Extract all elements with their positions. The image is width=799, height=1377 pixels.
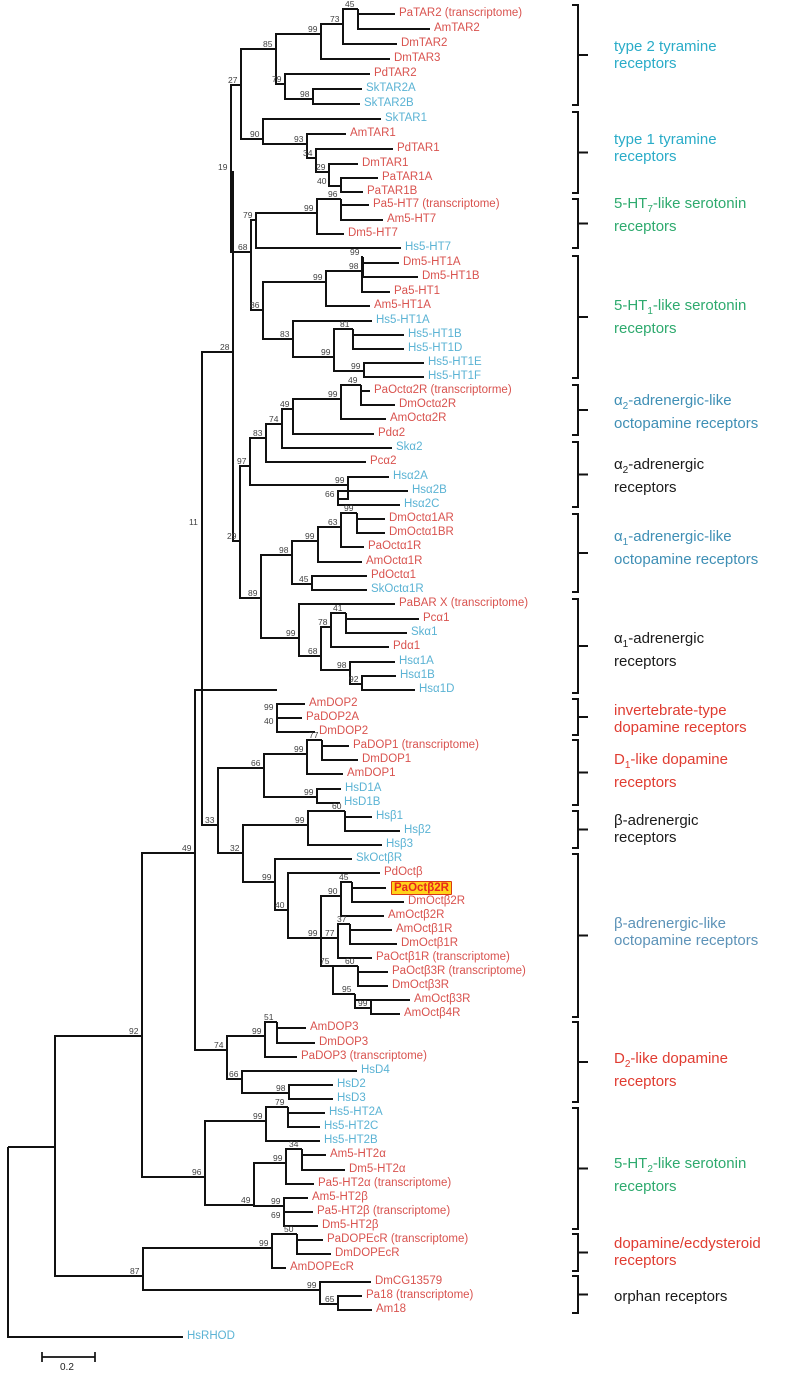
group-label-line: receptors [614, 320, 677, 337]
group-bracket-alpha1-oct [572, 514, 588, 592]
bootstrap-value: 49 [241, 1195, 251, 1205]
scale-bar [42, 1352, 95, 1362]
bootstrap-value: 98 [279, 545, 289, 555]
group-bracket-invert-dopamine [572, 699, 588, 735]
bootstrap-value: 99 [304, 787, 314, 797]
leaf-label-Dm5HT1A: Dm5-HT1A [403, 256, 461, 268]
leaf-label-PaOcta1R: PaOctα1R [368, 540, 422, 552]
leaf-label-DmDOP2: DmDOP2 [319, 725, 369, 737]
leaf-label-DmDOP1: DmDOP1 [362, 753, 412, 765]
leaf-label-PdOctb: PdOctβ [384, 866, 423, 878]
group-label-line: $D_1$-like dopamine [614, 751, 728, 771]
group-label-beta-adren [614, 812, 699, 846]
leaf-label-HsRHOD: HsRHOD [187, 1330, 235, 1342]
leaf-label-DmDOPEcR: DmDOPEcR [335, 1247, 400, 1259]
group-label-type1-tyramine [614, 131, 717, 165]
group-label-line: β-adrenergic [614, 812, 699, 829]
group-label-line: receptors [614, 479, 677, 496]
group-label-line: $D_2$-like dopamine [614, 1050, 728, 1070]
group-label-line: octopamine receptors [614, 415, 759, 432]
leaf-label-Pa5HT2b: Pa5-HT2β (transcriptome) [317, 1205, 451, 1217]
bootstrap-value: 66 [251, 758, 261, 768]
leaf-label-DmCG13579: DmCG13579 [375, 1275, 443, 1287]
bootstrap-value: 45 [339, 872, 349, 882]
bootstrap-value: 68 [238, 242, 248, 252]
leaf-label-DmOcta1AR: DmOctα1AR [389, 512, 454, 524]
leaf-label-Hsa1D: Hsα1D [419, 683, 455, 695]
leaf-label-Hsa2A: Hsα2A [393, 470, 428, 482]
leaf-label-Hs5HT1B: Hs5-HT1B [408, 328, 462, 340]
group-label-line: receptors [614, 1178, 677, 1195]
bootstrap-value: 40 [275, 900, 285, 910]
group-label-beta-oct [614, 915, 758, 949]
leaf-label-Am5HT7: Am5-HT7 [387, 213, 437, 225]
bootstrap-value: 66 [229, 1069, 239, 1079]
leaf-label-Pa5HT2a: Pa5-HT2α (transcriptome) [318, 1177, 452, 1189]
bootstrap-value: 85 [263, 39, 273, 49]
group-label-d1-dopamine [614, 751, 728, 791]
group-label-line: $\alpha_1-adrenergic$-like [614, 528, 732, 548]
leaf-label-Pda2: Pdα2 [378, 427, 406, 439]
group-label-type2-tyramine [614, 38, 717, 72]
bootstrap-value: 79 [243, 210, 253, 220]
bootstrap-value: 89 [248, 588, 258, 598]
bootstrap-value: 99 [294, 744, 304, 754]
leaf-label-Pca1: Pcα1 [423, 612, 450, 624]
bootstrap-value: 60 [345, 956, 355, 966]
leaf-label-PdTAR1: PdTAR1 [397, 142, 440, 154]
bootstrap-value: 99 [328, 389, 338, 399]
leaf-label-AmDOP1: AmDOP1 [347, 767, 396, 779]
group-bracket-5ht1-serotonin [572, 256, 588, 378]
leaf-label-PaDOPEcR: PaDOPEcR (transcriptome) [327, 1233, 469, 1245]
leaf-label-Dm5HT2b: Dm5-HT2β [322, 1219, 379, 1231]
bootstrap-value: 99 [344, 503, 354, 513]
leaf-label-DmOctb2R: DmOctβ2R [408, 895, 466, 907]
leaf-label-Ska1: Skα1 [411, 626, 438, 638]
bootstrap-value: 99 [358, 998, 368, 1008]
bootstrap-value: 92 [129, 1026, 139, 1036]
bootstrap-value: 40 [317, 176, 327, 186]
leaf-label-PaBARX: PaBAR X (transcriptome) [399, 597, 529, 609]
bootstrap-value: 98 [349, 261, 359, 271]
bootstrap-value: 74 [269, 414, 279, 424]
group-label-line: receptors [614, 774, 677, 791]
leaf-label-Pda1: Pdα1 [393, 640, 421, 652]
group-bracket-alpha1-adren [572, 599, 588, 693]
leaf-label-Hs5HT2A: Hs5-HT2A [329, 1106, 383, 1118]
bootstrap-value: 96 [328, 189, 338, 199]
leaf-label-Hsb2: Hsβ2 [404, 824, 432, 836]
bootstrap-value: 98 [276, 1083, 286, 1093]
leaf-label-Hs5HT1A: Hs5-HT1A [376, 314, 430, 326]
group-label-line: type 2 tyramine [614, 38, 717, 55]
bootstrap-value: 45 [299, 574, 309, 584]
leaf-label-PaDOP1: PaDOP1 (transcriptome) [353, 739, 479, 751]
group-label-line: receptors [614, 1073, 677, 1090]
leaf-label-DmTAR2: DmTAR2 [401, 37, 448, 49]
group-bracket-beta-oct [572, 854, 588, 1017]
bootstrap-value: 99 [253, 1111, 263, 1121]
group-bracket-alpha2-oct [572, 385, 588, 435]
group-label-line: β-adrenergic-like [614, 915, 727, 932]
bootstrap-value: 99 [308, 928, 318, 938]
group-label-line: receptors [614, 653, 677, 670]
leaf-label-Pa5HT7: Pa5-HT7 (transcriptome) [373, 198, 500, 210]
leaf-label-HsD2: HsD2 [337, 1078, 366, 1090]
leaf-label-HsD1B: HsD1B [344, 796, 381, 808]
leaf-label-Hs5HT2C: Hs5-HT2C [324, 1120, 379, 1132]
group-label-line: $\alpha_2-adrenergic$-like [614, 392, 732, 412]
bootstrap-value: 99 [271, 1196, 281, 1206]
leaf-label-PaOctb3R: PaOctβ3R (transcriptome) [392, 965, 526, 977]
group-label-line: octopamine receptors [614, 932, 759, 949]
bootstrap-value: 99 [351, 361, 361, 371]
leaf-label-AmOctb1R: AmOctβ1R [396, 923, 453, 935]
bootstrap-value: 65 [325, 1294, 335, 1304]
leaf-label-PaOctb2R: PaOctβ2R [391, 881, 452, 895]
leaf-label-Hsa2C: Hsα2C [404, 498, 440, 510]
leaf-label-AmDOP2: AmDOP2 [309, 697, 358, 709]
bootstrap-value: 79 [272, 74, 282, 84]
bootstrap-value: 69 [271, 1210, 281, 1220]
group-label-line: receptors [614, 829, 677, 846]
leaf-label-PaDOP3: PaDOP3 (transcriptome) [301, 1050, 427, 1062]
bootstrap-value: 99 [313, 272, 323, 282]
group-label-d2-dopamine [614, 1050, 728, 1090]
group-bracket-alpha2-adren [572, 442, 588, 507]
group-label-line: invertebrate-type [614, 702, 727, 719]
leaf-label-Hsa1A: Hsα1A [399, 655, 434, 667]
leaf-label-DmDOP3: DmDOP3 [319, 1036, 369, 1048]
bootstrap-value: 99 [321, 347, 331, 357]
leaf-label-AmTAR2: AmTAR2 [434, 22, 480, 34]
bootstrap-value: 99 [307, 1280, 317, 1290]
bootstrap-value: 90 [328, 886, 338, 896]
group-label-line: dopamine/ecdysteroid [614, 1235, 761, 1252]
bootstrap-value: 99 [304, 203, 314, 213]
leaf-label-AmOctb2R: AmOctβ2R [388, 909, 445, 921]
bootstrap-value: 11 [189, 517, 198, 527]
group-bracket-orphan [572, 1276, 588, 1313]
bootstrap-value: 49 [182, 843, 192, 853]
bootstrap-value: 99 [295, 815, 305, 825]
leaf-label-AmTAR1: AmTAR1 [350, 127, 396, 139]
bootstrap-value: 96 [192, 1167, 202, 1177]
group-label-line: octopamine receptors [614, 551, 759, 568]
bootstrap-value: 37 [337, 914, 347, 924]
group-bracket-type2-tyramine [572, 5, 588, 105]
group-label-line: $5-HT_7$-like serotonin [614, 195, 747, 215]
leaf-label-AmOctb4R: AmOctβ4R [404, 1007, 461, 1019]
group-label-line: $\alpha_1$-adrenergic [614, 630, 705, 650]
leaf-label-AmOcta2R: AmOctα2R [390, 412, 447, 424]
bootstrap-value: 95 [342, 984, 352, 994]
leaf-label-DmTAR1: DmTAR1 [362, 157, 409, 169]
group-label-line: orphan receptors [614, 1288, 728, 1305]
group-label-line: $5-HT_1$-like serotonin [614, 297, 747, 317]
leaf-label-AmOcta1R: AmOctα1R [366, 555, 423, 567]
group-bracket-d2-dopamine [572, 1022, 588, 1102]
group-label-line: dopamine receptors [614, 719, 747, 736]
bootstrap-value: 79 [275, 1097, 285, 1107]
group-label-alpha2-oct [614, 392, 758, 432]
leaf-label-PdOcta1: PdOctα1 [371, 569, 417, 581]
bootstrap-value: 99 [252, 1026, 262, 1036]
bootstrap-value: 49 [348, 375, 358, 385]
bootstrap-value: 92 [349, 674, 359, 684]
bootstrap-value: 99 [305, 531, 315, 541]
leaf-label-SkTAR2B: SkTAR2B [364, 97, 414, 109]
leaf-label-Dm5HT7: Dm5-HT7 [348, 227, 398, 239]
bootstrap-value: 81 [340, 319, 350, 329]
leaf-label-HsD4: HsD4 [361, 1064, 390, 1076]
bootstrap-value: 83 [253, 428, 263, 438]
leaf-label-PaOctb1R: PaOctβ1R (transcriptome) [376, 951, 510, 963]
leaf-label-PaTAR1B: PaTAR1B [367, 185, 418, 197]
bootstrap-value: 99 [264, 702, 274, 712]
bootstrap-value: 50 [284, 1224, 294, 1234]
leaf-label-Hsb3: Hsβ3 [386, 838, 414, 850]
bootstrap-value: 40 [264, 716, 274, 726]
leaf-label-AmDOPEcR: AmDOPEcR [290, 1261, 354, 1273]
leaf-label-Hs5HT1D: Hs5-HT1D [408, 342, 463, 354]
leaf-label-PaDOP2A: PaDOP2A [306, 711, 360, 723]
leaf-label-PaTAR1A: PaTAR1A [382, 171, 433, 183]
bootstrap-value: 41 [333, 603, 343, 613]
bootstrap-value: 45 [345, 0, 355, 9]
group-label-line: $5-HT_2$-like serotonin [614, 1155, 747, 1175]
group-bracket-type1-tyramine [572, 112, 588, 193]
scale-bar-label: 0.2 [60, 1362, 74, 1373]
bootstrap-value: 63 [328, 517, 338, 527]
bootstrap-value: 77 [325, 928, 335, 938]
bootstrap-value: 60 [332, 801, 342, 811]
leaf-label-Ska2: Skα2 [396, 441, 423, 453]
group-label-alpha2-adren [614, 456, 704, 496]
leaf-label-Am5HT2a: Am5-HT2α [330, 1148, 386, 1160]
bootstrap-value: 51 [264, 1012, 274, 1022]
bootstrap-value: 83 [280, 329, 290, 339]
bootstrap-value: 99 [262, 872, 272, 882]
leaf-label-Dm5HT1B: Dm5-HT1B [422, 270, 480, 282]
group-label-alpha1-oct [614, 528, 758, 568]
leaf-label-Hsa1B: Hsα1B [400, 669, 435, 681]
bootstrap-value: 34 [303, 148, 313, 158]
bootstrap-value: 78 [318, 617, 328, 627]
leaf-label-Pa5HT1: Pa5-HT1 [394, 285, 441, 297]
leaf-label-Hs5HT1E: Hs5-HT1E [428, 356, 482, 368]
group-bracket-d1-dopamine [572, 740, 588, 805]
group-label-alpha1-adren [614, 630, 704, 670]
leaf-label-AmDOP3: AmDOP3 [310, 1021, 359, 1033]
leaf-label-DmOctb3R: DmOctβ3R [392, 979, 450, 991]
leaf-label-Hs5HT1F: Hs5-HT1F [428, 370, 482, 382]
leaf-label-Dm5HT2a: Dm5-HT2α [349, 1163, 406, 1175]
group-bracket-dopamine-ecdysteroid [572, 1234, 588, 1271]
group-label-line: receptors [614, 55, 677, 72]
bootstrap-value: 33 [205, 815, 215, 825]
bootstrap-value: 29 [316, 162, 326, 172]
leaf-label-AmOctb3R: AmOctβ3R [414, 993, 471, 1005]
bootstrap-value: 93 [294, 134, 304, 144]
bootstrap-value: 27 [228, 75, 238, 85]
group-label-orphan [614, 1288, 727, 1305]
leaf-label-DmOcta1BR: DmOctα1BR [389, 526, 454, 538]
bootstrap-value: 99 [273, 1153, 283, 1163]
group-label-line: receptors [614, 1252, 677, 1269]
group-label-line: $\alpha_2$-adrenergic [614, 456, 705, 476]
group-bracket-5ht2-serotonin [572, 1108, 588, 1229]
bootstrap-value: 97 [237, 456, 247, 466]
bootstrap-value: 98 [337, 660, 347, 670]
leaf-label-Pa18: Pa18 (transcriptome) [366, 1289, 474, 1301]
bootstrap-value: 74 [214, 1040, 224, 1050]
bootstrap-value: 98 [300, 89, 310, 99]
leaf-label-Am5HT1A: Am5-HT1A [374, 299, 431, 311]
group-label-line: receptors [614, 218, 677, 235]
group-label-5ht7-serotonin [614, 195, 746, 235]
leaf-label-Hsb1: Hsβ1 [376, 810, 404, 822]
leaf-label-Am5HT2b: Am5-HT2β [312, 1191, 368, 1203]
bootstrap-value: 75 [320, 956, 330, 966]
bootstrap-value: 68 [308, 646, 318, 656]
bootstrap-value: 99 [335, 475, 345, 485]
bootstrap-value: 73 [330, 14, 340, 24]
leaf-label-PaTAR2: PaTAR2 (transcriptome) [399, 7, 523, 19]
leaf-label-Hsa2B: Hsα2B [412, 484, 447, 496]
leaf-label-SkTAR2A: SkTAR2A [366, 82, 416, 94]
bootstrap-value: 99 [308, 24, 318, 34]
leaf-label-SkTAR1: SkTAR1 [385, 112, 427, 124]
bootstrap-value: 99 [350, 247, 360, 257]
bootstrap-value: 34 [289, 1139, 299, 1149]
leaf-label-DmOcta2R: DmOctα2R [399, 398, 457, 410]
leaf-label-HsD1A: HsD1A [345, 782, 382, 794]
group-label-5ht1-serotonin [614, 297, 746, 337]
leaf-label-DmTAR3: DmTAR3 [394, 52, 441, 64]
leaf-label-Pca2: Pcα2 [370, 455, 397, 467]
group-label-invert-dopamine [614, 702, 747, 736]
group-label-dopamine-ecdysteroid [614, 1235, 761, 1269]
bootstrap-value: 99 [259, 1238, 269, 1248]
group-label-line: receptors [614, 148, 677, 165]
leaf-label-Hs5HT2B: Hs5-HT2B [324, 1134, 378, 1146]
leaf-label-SkOcta1R: SkOctα1R [371, 583, 424, 595]
bootstrap-value: 77 [309, 730, 319, 740]
leaf-label-PaOcta2R: PaOctα2R (transcriptorme) [374, 384, 512, 396]
leaf-label-HsD3: HsD3 [337, 1092, 366, 1104]
group-label-5ht2-serotonin [614, 1155, 746, 1195]
bootstrap-value: 90 [250, 129, 260, 139]
group-bracket-beta-adren [572, 811, 588, 848]
leaf-label-PdTAR2: PdTAR2 [374, 67, 417, 79]
bootstrap-value: 99 [286, 628, 296, 638]
group-label-line: type 1 tyramine [614, 131, 717, 148]
bootstrap-value: 87 [130, 1266, 140, 1276]
leaf-label-SkOctbR: SkOctβR [356, 852, 403, 864]
leaf-label-Hs5HT7: Hs5-HT7 [405, 241, 452, 253]
group-bracket-5ht7-serotonin [572, 199, 588, 248]
leaf-label-Am18: Am18 [376, 1303, 407, 1315]
bootstrap-value: 28 [220, 342, 230, 352]
bootstrap-value: 19 [218, 162, 228, 172]
bootstrap-value: 49 [280, 399, 290, 409]
bootstrap-value: 29 [227, 531, 237, 541]
bootstrap-value: 86 [250, 300, 260, 310]
bootstrap-value: 66 [325, 489, 335, 499]
leaf-label-DmOctb1R: DmOctβ1R [401, 937, 459, 949]
bootstrap-value: 32 [230, 843, 240, 853]
